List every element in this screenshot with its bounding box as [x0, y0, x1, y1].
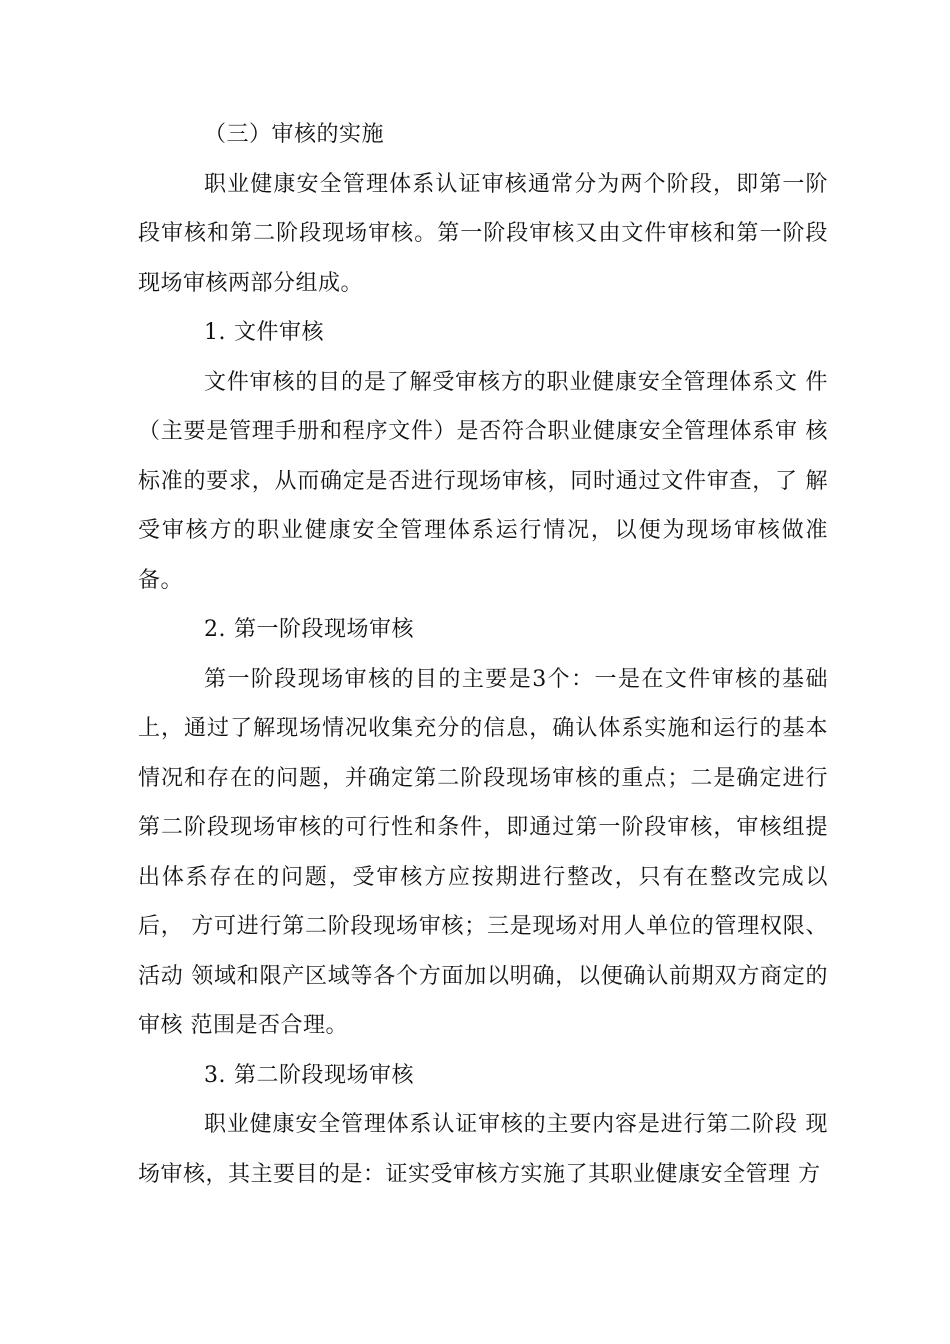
item-number: 3.	[204, 1062, 226, 1088]
item-paragraph-2: 第一阶段现场审核的目的主要是3个：一是在文件审核的基础上，通过了解现场情况收集充分的信息，确认体系实施和运行的基本情况和存在的问题，并确定第二阶段现场审核的重点；二是确定进行第二阶段现场审核的可行性和条件，即通过第一阶段审核，审核组提出体系存在的问题，受审核方应按期进行整改，只有在整改完成以后， 方可进行第二阶段现场审核；三是现场对用人单位的管理权限、活动 领域和限产区域等各个方面加以明确，以便确认前期双方商定的审核 范围是否合理。	[138, 666, 828, 1038]
item-title: 第一阶段现场审核	[234, 617, 415, 642]
item-number: 2.	[204, 617, 226, 642]
item-heading-3	[138, 1051, 828, 1101]
document-body	[138, 110, 828, 1199]
item-paragraph-3: 职业健康安全管理体系认证审核的主要内容是进行第二阶段 现场审核，其主要目的是：证实受审核方实施了其职业健康安全管理 方	[138, 1112, 828, 1187]
item-heading-2	[138, 605, 828, 655]
item-title: 文件审核	[234, 320, 325, 345]
item-heading-1	[138, 308, 828, 358]
item-paragraph-1: 文件审核的目的是了解受审核方的职业健康安全管理体系文 件（主要是管理手册和程序文件）是否符合职业健康安全管理体系审 核标准的要求，从而确定是否进行现场审核，同时通过文件审查，了 解受审核方的职业健康安全管理体系运行情况，以便为现场审核做准备。	[138, 369, 828, 593]
section-heading: （三）审核的实施	[204, 122, 385, 147]
intro-paragraph: 职业健康安全管理体系认证审核通常分为两个阶段，即第一阶段审核和第二阶段现场审核。第一阶段审核又由文件审核和第一阶段现场审核两部分组成。	[138, 171, 828, 296]
item-title: 第二阶段现场审核	[234, 1062, 415, 1088]
item-number: 1.	[204, 320, 226, 345]
